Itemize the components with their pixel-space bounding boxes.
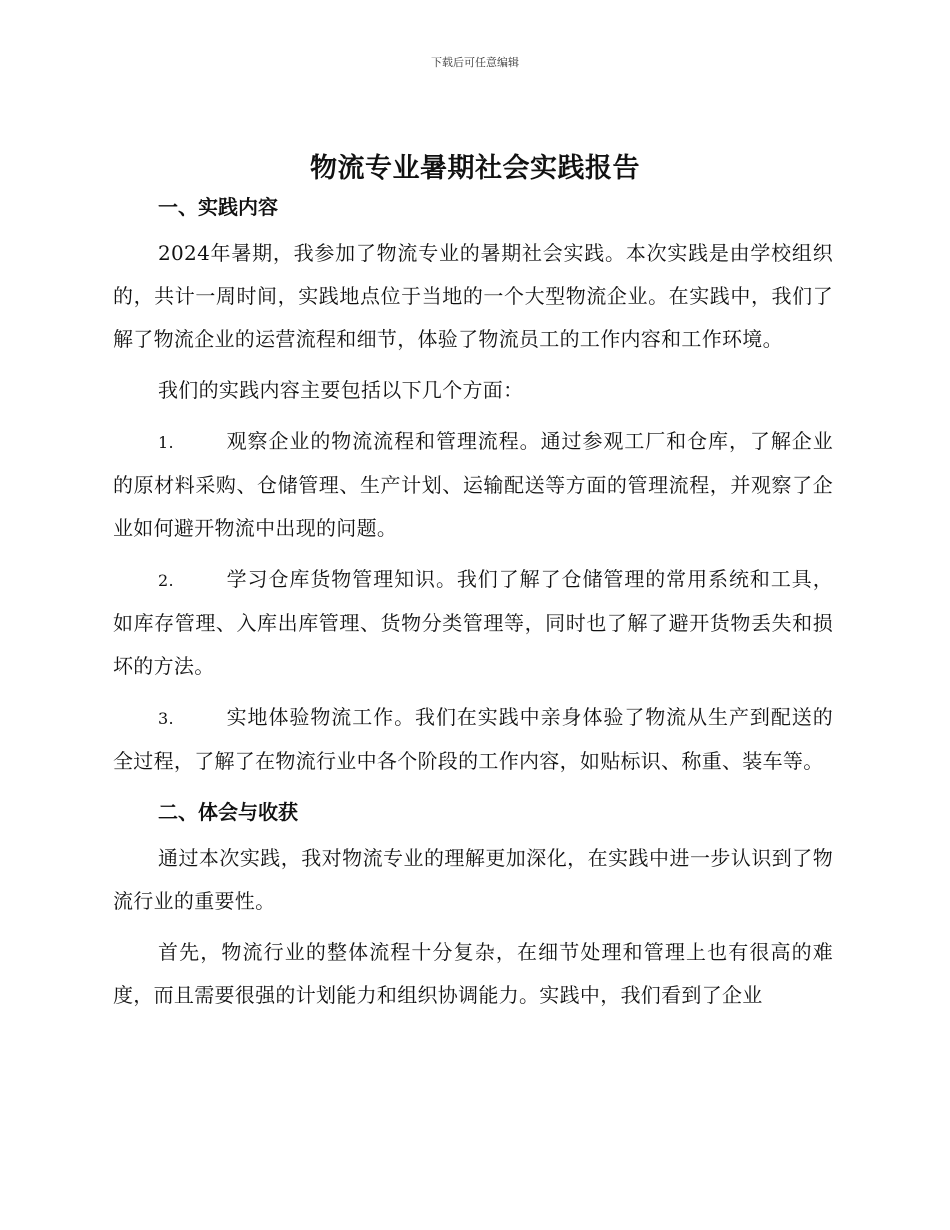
header-note: 下载后可任意编辑 — [431, 56, 519, 69]
paragraph-reflection-2: 首先，物流行业的整体流程十分复杂，在细节处理和管理上也有很高的难度，而且需要很强的计划能力和组织协调能力。实践中，我们看到了企业 — [113, 940, 833, 1007]
list-item-2 — [113, 558, 833, 688]
document-body — [113, 190, 833, 1017]
list-item-1 — [113, 420, 833, 550]
list-item-text: 学习仓库货物管理知识。我们了解了仓储管理的常用系统和工具，如库存管理、入库出库管理、货物分类管理等，同时也了解了避开货物丢失和损坏的方法。 — [113, 567, 833, 678]
section-heading-1: 一、实践内容 — [158, 195, 278, 219]
document-title: 物流专业暑期社会实践报告 — [310, 153, 640, 184]
list-item-number: 1. — [158, 433, 174, 452]
list-item-text: 实地体验物流工作。我们在实践中亲身体验了物流从生产到配送的全过程，了解了在物流行业中各个阶段的工作内容，如贴标识、称重、装车等。 — [113, 705, 833, 773]
section-heading-2: 二、体会与收获 — [158, 800, 298, 824]
list-item-text: 观察企业的物流流程和管理流程。通过参观工厂和仓库，了解企业的原材料采购、仓储管理、生产计划、运输配送等方面的管理流程，并观察了企业如何避开物流中出现的问题。 — [113, 429, 833, 540]
list-item-3 — [113, 696, 833, 783]
list-item-number: 3. — [158, 709, 174, 728]
paragraph-intro: 2024年暑期，我参加了物流专业的暑期社会实践。本次实践是由学校组织的，共计一周时间，实践地点位于当地的一个大型物流企业。在实践中，我们了解了物流企业的运营流程和细节，体验了物流员工的工作内容和工作环境。 — [113, 241, 833, 351]
paragraph-reflection-1: 通过本次实践，我对物流专业的理解更加深化，在实践中进一步认识到了物流行业的重要性。 — [113, 846, 833, 913]
paragraph-lead: 我们的实践内容主要包括以下几个方面： — [158, 378, 524, 402]
list-item-number: 2. — [158, 571, 174, 590]
